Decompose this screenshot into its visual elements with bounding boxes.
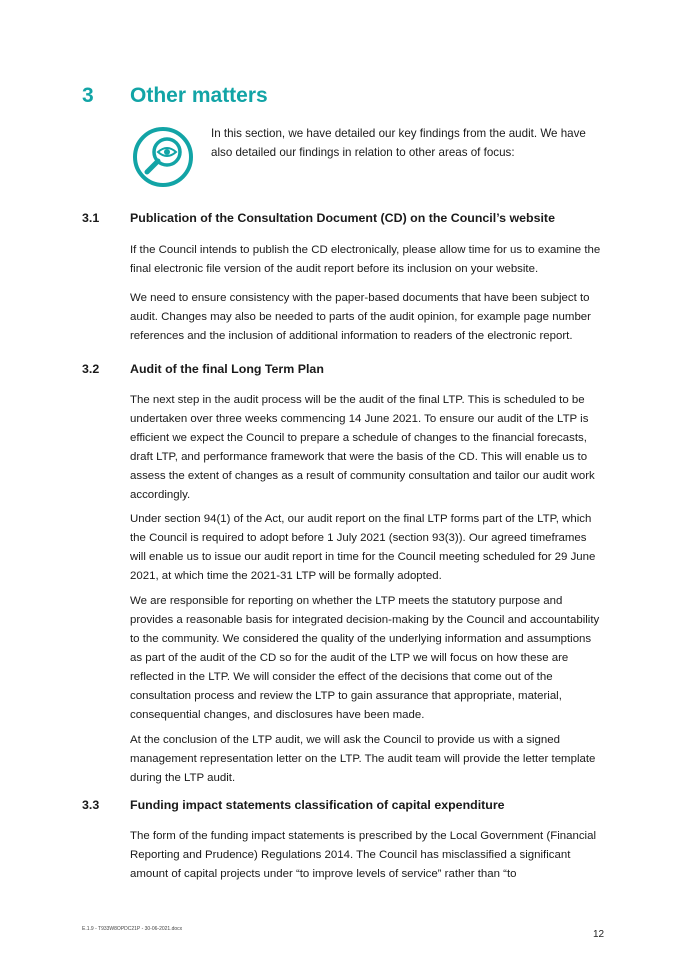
intro-paragraph: In this section, we have detailed our key findings from the audit. We have also detailed our findings in relation to other areas of focus:	[211, 127, 586, 159]
paragraph: The form of the funding impact statements is prescribed by the Local Government (Financial Reporting and Prudence) Regulations 2014. The Council has misclassified a significant amount of capital projects under “to improve levels of service” rather than “to	[130, 830, 596, 880]
section-heading-3-3	[82, 798, 505, 812]
chapter-title: Other matters	[130, 84, 268, 107]
section-title: Publication of the Consultation Document (CD) on the Council’s website	[130, 211, 555, 225]
section-number: 3.3	[82, 798, 100, 812]
section-number: 3.2	[82, 362, 100, 376]
magnifier-eye-icon	[132, 126, 194, 188]
paragraph: We are responsible for reporting on whether the LTP meets the statutory purpose and provides a reasonable basis for integrated decision-making by the Council and accountability to the community. We considered the quality of the underlying information and assumptions as part of the audit of the CD so for the audit of the LTP we will focus on how these are reflected in the LTP. We will consider the effect of the decisions that come out of the consultation process and review the LTP to gain assurance that appropriate, material, consequential changes, and disclosures have been made.	[130, 595, 600, 721]
footer-document-reference: E.1.9 - T933W8OPDC21P - 30-06-2021.docx	[82, 926, 183, 932]
section-title: Funding impact statements classification of capital expenditure	[130, 798, 505, 812]
section-title: Audit of the final Long Term Plan	[130, 362, 324, 376]
section-heading-3-2	[82, 362, 324, 376]
paragraph: Under section 94(1) of the Act, our audit report on the final LTP forms part of the LTP, which the Council is required to adopt before 1 July 2021 (section 93(3)). Our agreed timeframes will enable us to issue our audit report in time for the Council meeting scheduled for 29 June 2021, at which time the 2021-31 LTP will be formally adopted.	[130, 513, 596, 582]
paragraph: The next step in the audit process will be the audit of the final LTP. This is scheduled to be undertaken over three weeks commencing 14 June 2021. To ensure our audit of the LTP is efficient we expect the Council to prepare a schedule of changes to the financial forecasts, draft LTP, and performance framework that were the basis of the CD. This will enable us to assess the extent of changes as a result of community consultation and tailor our audit work accordingly.	[130, 394, 595, 501]
section-number: 3.1	[82, 211, 100, 225]
chapter-heading	[82, 84, 268, 108]
section-heading-3-1	[82, 211, 555, 225]
page-number: 12	[593, 929, 605, 940]
paragraph: At the conclusion of the LTP audit, we will ask the Council to provide us with a signed management representation letter on the LTP. The audit team will provide the letter template during the LTP audit.	[130, 734, 596, 784]
chapter-number: 3	[82, 84, 94, 107]
paragraph: We need to ensure consistency with the paper-based documents that have been subject to audit. Changes may also be needed to parts of the audit opinion, for example page number references and the inclusion of additional information to readers of the electronic report.	[130, 292, 591, 342]
paragraph: If the Council intends to publish the CD electronically, please allow time for us to examine the final electronic file version of the audit report before its inclusion on your website.	[130, 244, 601, 275]
